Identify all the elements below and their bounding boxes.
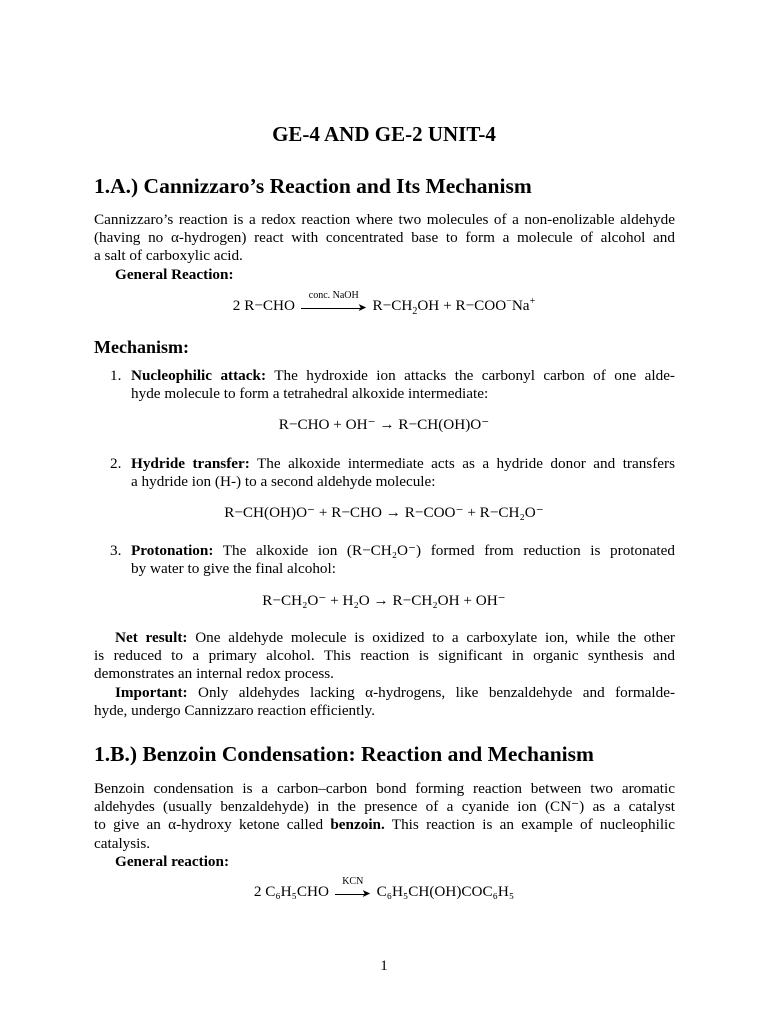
product: C₆H₅CH(OH)COC₆H₅: [376, 883, 515, 900]
step-label: Hydride transfer:: [131, 455, 250, 472]
step-text: The alkoxide ion (R−CH₂O⁻) formed from reduction is protonated: [213, 542, 675, 559]
reaction-arrow: KCN ➤: [335, 886, 371, 900]
intro-line: a salt of carboxylic acid.: [94, 247, 243, 265]
net-result-paragraph: [94, 629, 675, 720]
step-label: Nucleophilic attack:: [131, 367, 267, 384]
benzoin-term: benzoin.: [330, 816, 385, 834]
page-number: 1: [380, 958, 388, 974]
general-reaction-label: General Reaction:: [115, 265, 234, 283]
step-text: a hydride ion (H-) to a second aldehyde molecule:: [131, 473, 436, 491]
net-result-text: One aldehyde molecule is oxidized to a carboxylate ion, while the other: [187, 629, 675, 646]
step-text: The alkoxide intermediate acts as a hydride donor and transfers: [249, 455, 675, 472]
reaction-arrow: conc. NaOH ➤: [301, 300, 367, 314]
important-text: Only aldehydes lacking α-hydrogens, like benzaldehyde and formalde-: [187, 683, 675, 701]
general-reaction-equation: [0, 289, 768, 318]
mechanism-heading: Mechanism:: [94, 337, 189, 357]
step-text: hyde molecule to form a tetrahedral alkoxide intermediate:: [131, 385, 489, 403]
section-b-heading: 1.B.) Benzoin Condensation: Reaction and Mechanism: [94, 742, 594, 766]
product-part: OH + R−COO: [417, 297, 507, 314]
net-result-label: Net result:: [115, 629, 188, 646]
intro-line: aldehydes (usually benzaldehyde) in the presence of a cyanide ion (CN⁻) as a catalyst: [94, 798, 675, 816]
net-result-text: is reduced to a primary alcohol. This reaction is significant in organic synthesis and: [94, 647, 675, 665]
general-reaction-label: General reaction:: [115, 852, 230, 870]
intro-line: (having no α-hydrogen) react with concentrated base to form a molecule of alcohol and: [94, 229, 675, 247]
intro-line: Benzoin condensation is a carbon–carbon bond forming reaction between two aromatic: [94, 780, 675, 797]
important-label: Important:: [115, 683, 188, 701]
reactant: 2 C₆H₅CHO: [253, 883, 329, 900]
step-1-equation: R−CHO + OH⁻ → R−CH(OH)O⁻: [278, 416, 490, 433]
arrow-label: KCN: [342, 875, 364, 887]
benzoin-reaction-equation: [0, 875, 768, 901]
subscript: 2: [412, 306, 418, 318]
step-text: by water to give the final alcohol:: [131, 560, 336, 578]
section-a-intro: [94, 211, 675, 284]
step-number: 1.: [110, 367, 122, 384]
intro-line: to give an α-hydroxy ketone called: [94, 816, 331, 834]
step-number: 2.: [110, 455, 122, 472]
intro-line: Cannizzaro’s reaction is a redox reaction where two molecules of a non-enolizable aldehyde: [94, 211, 675, 228]
net-result-text: demonstrates an internal redox process.: [94, 665, 334, 683]
intro-line: catalysis.: [94, 834, 151, 852]
superscript: +: [529, 295, 536, 307]
step-3-equation: R−CH₂O⁻ + H₂O → R−CH₂OH + OH⁻: [262, 592, 506, 609]
product-part: R−CH: [372, 297, 413, 314]
section-a-heading: 1.A.) Cannizzaro’s Reaction and Its Mechanism: [94, 174, 532, 198]
reactant: 2 R−CHO: [232, 297, 295, 314]
superscript: −: [506, 295, 512, 307]
step-2-equation: R−CH(OH)O⁻ + R−CHO → R−COO⁻ + R−CH₂O⁻: [224, 504, 544, 521]
section-b-intro: [94, 780, 675, 871]
step-number: 3.: [110, 542, 122, 559]
arrow-label: conc. NaOH: [308, 289, 359, 301]
intro-line: This reaction is an example of nucleophilic: [384, 816, 675, 834]
step-text: The hydroxide ion attacks the carbonyl carbon of one alde-: [266, 367, 675, 384]
document-title: GE-4 AND GE-2 UNIT-4: [272, 122, 496, 146]
important-text: hyde, undergo Cannizzaro reaction efficiently.: [94, 701, 375, 719]
step-label: Protonation:: [131, 542, 214, 559]
product-part: Na: [511, 297, 530, 314]
